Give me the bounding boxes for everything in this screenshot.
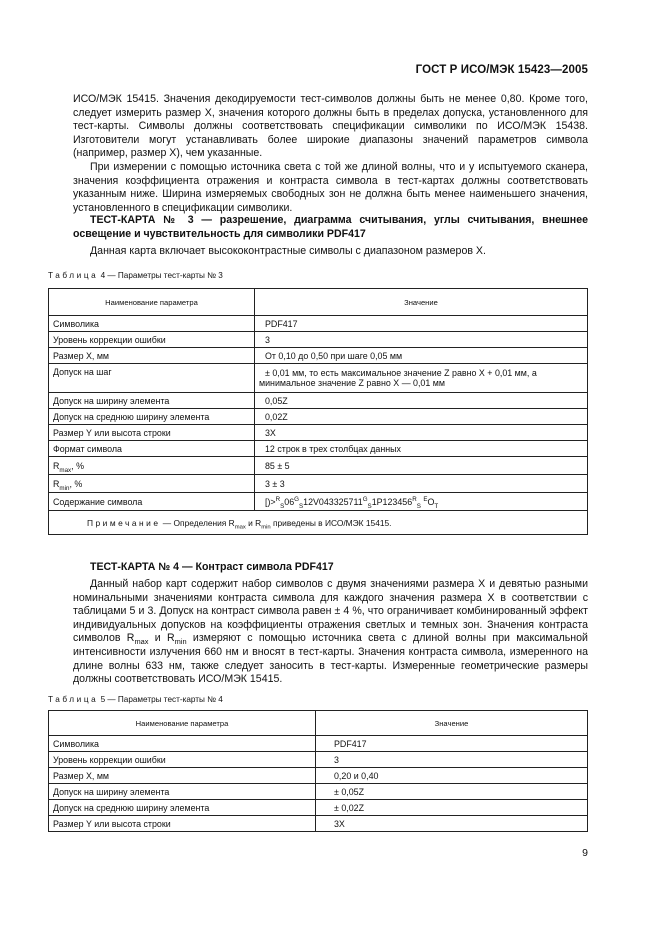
table-row: Допуск на шаг ± 0,01 мм, то есть максимальное значение Z равно X + 0,01 мм, а минимальное значение Z равно X — 0,01 мм: [49, 364, 588, 393]
table-row: Размер Y или высота строки 3X: [49, 816, 588, 832]
intro-paragraph-1: ИСО/МЭК 15415. Значения декодируемости тест-символов должны быть не менее 0,80. Кроме того, следует измерить размер X, значения которого должны быть в пределах допуска, установленного для тест-карты. Символы должны соответствовать спецификации символики по ИСО/МЭК 15438. Изготовители могут устанавливать более широкие диапазоны значений параметров символа (например, размер X), чем указанные.: [73, 93, 588, 160]
column-header-name: Наименование параметра: [49, 289, 255, 316]
table-note: Примечание — Определения $R_{max}$ и $R_{min}$ приведены в ИСО/МЭК 15415.: [49, 511, 588, 535]
symbol-content-value: $[)>^R_S06^G_S12V043325711^G_S1P123456^R_S$ $^EO_T$: [255, 493, 588, 511]
table-row: Формат символа 12 строк в трех столбцах данных: [49, 441, 588, 457]
section-3-text: Данная карта включает высококонтрастные символы с диапазоном размеров X.: [90, 245, 486, 257]
table-4-caption: Таблица 4 — Параметры тест-карты № 3: [48, 271, 223, 280]
table-row-content: Содержание символа $[)>^R_S06^G_S12V043325711^G_S1P123456^R_S$ $^EO_T$: [49, 493, 588, 511]
table-note-row: [49, 511, 588, 535]
table-row-rmax: $R_{max}$, % 85 ± 5: [49, 457, 588, 475]
table-row: Допуск на ширину элемента ± 0,05Z: [49, 784, 588, 800]
section-4-heading: ТЕСТ-КАРТА № 4 — Контраст символа PDF417: [90, 561, 334, 573]
intro-text: [73, 93, 588, 215]
column-header-value: Значение: [255, 289, 588, 316]
table-row: Размер Y или высота строки 3X: [49, 425, 588, 441]
section-3-heading: ТЕСТ-КАРТА № 3 — разрешение, диаграмма считывания, углы считывания, внешнее освещение и чувствительность для символики PDF417: [73, 214, 588, 240]
table-header-row: [49, 289, 588, 316]
table-row: Размер X, мм 0,20 и 0,40: [49, 768, 588, 784]
table-row: Допуск на ширину элемента 0,05Z: [49, 393, 588, 409]
section-4-text: Данный набор карт содержит набор символов с двумя значениями размера X и девятью разными номинальными значениями контраста символа для каждого значения размера X в соответствии с таблицами 5 и 3. Допуск на контраст символа равен ± 4 %, что ограничивает комбинированный эффект индивидуальных допусков на коэффициенты отражения светлых и темных зон. Значения контраста символов $R_{max}$ и $R_{min}$ измеряют с помощью источника света с длиной волны при максимальной интенсивности излучения 660 нм и вносят в тест-карты. Значения контраста символа, измеренного на длине волны 633 нм, также следует заносить в тест-карты. Измеренные геометрические размеры должны соответствовать ИСО/МЭК 15415.: [73, 578, 588, 686]
page-header-title: ГОСТ Р ИСО/МЭК 15423—2005: [415, 64, 588, 76]
table-row-rmin: $R_{min}$, % 3 ± 3: [49, 475, 588, 493]
table-row: Размер X, мм От 0,10 до 0,50 при шаге 0,05 мм: [49, 348, 588, 364]
table-header-row: [49, 711, 588, 736]
table-5-caption: Таблица 5 — Параметры тест-карты № 4: [48, 695, 223, 704]
table-5: [48, 710, 588, 832]
table-row: Символика PDF417: [49, 736, 588, 752]
intro-paragraph-2: При измерении с помощью источника света с той же длиной волны, что и у испытуемого сканера, значения коэффициента отражения и контраста символа в тест-картах должны соответствовать указанным ниже. Ширина измеряемых свободных зон не должна быть менее наименьшего значения, установленного в спецификации символики.: [73, 160, 588, 214]
table-row: Символика PDF417: [49, 316, 588, 332]
table-row: Допуск на среднюю ширину элемента 0,02Z: [49, 409, 588, 425]
page-number: 9: [582, 847, 588, 859]
table-row: Уровень коррекции ошибки 3: [49, 752, 588, 768]
column-header-name: Наименование параметра: [49, 711, 316, 736]
table-row: Допуск на среднюю ширину элемента ± 0,02Z: [49, 800, 588, 816]
table-4: [48, 288, 588, 535]
table-row: Уровень коррекции ошибки 3: [49, 332, 588, 348]
column-header-value: Значение: [316, 711, 588, 736]
